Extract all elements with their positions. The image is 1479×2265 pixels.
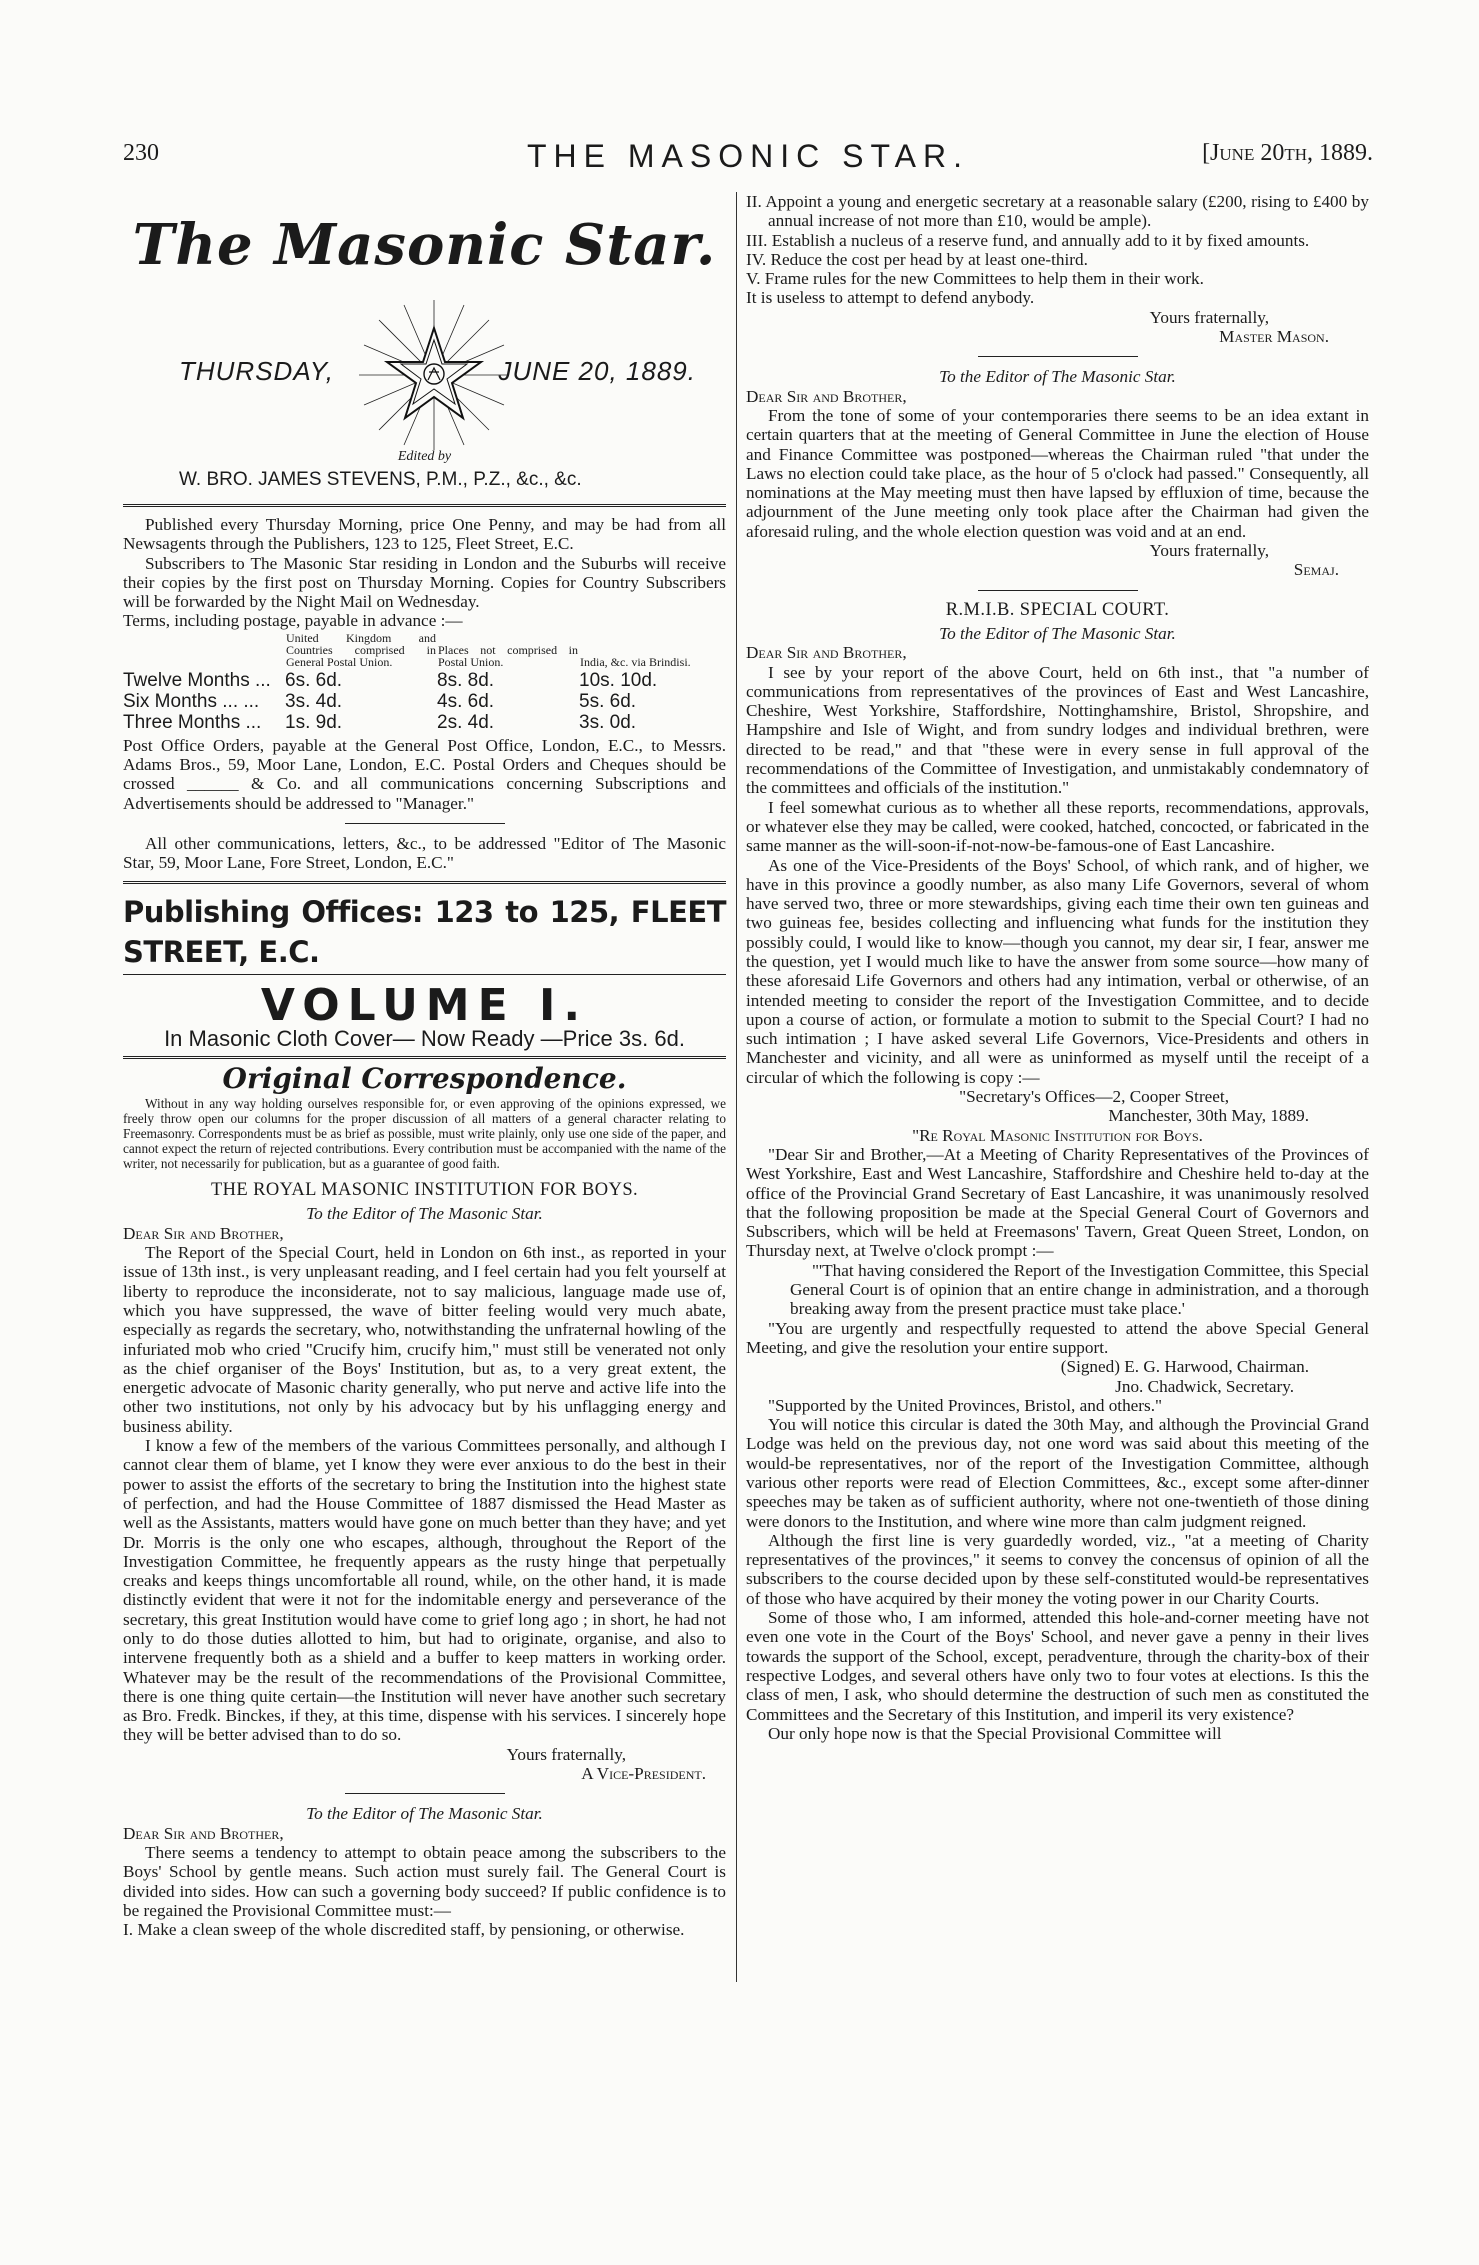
volume-price: In Masonic Cloth Cover— Now Ready —Price 3s. 6d.	[164, 1025, 685, 1051]
letter2-item: II. Appoint a young and energetic secretary at a reasonable salary (£200, rising to £400 by annual increase of not more than £10, would be ample).	[746, 192, 1369, 231]
letter1-title: THE ROYAL MASONIC INSTITUTION FOR BOYS.	[210, 1180, 639, 1201]
letter4-paragraph: You will notice this circular is dated the 30th May, and although the Provincial Grand Lodge was held on the previous day, not one word was said about this meeting of the would-be representatives, nor of the report of the Investigation Committee, although various other reports were read of Election Committees, &c., except some after-dinner speeches may be taken as of sufficient authority, where not one-twentieth of those dining were donors to the Institution, and where wine more than calm judgment reigned.	[746, 1415, 1369, 1531]
table-row: Twelve Months ... 6s. 6d. 8s. 8d. 10s. 10d.	[123, 669, 658, 691]
letter2-to: To the Editor of The Masonic Star.	[306, 1804, 543, 1824]
letter4-to: To the Editor of The Masonic Star.	[939, 623, 1176, 643]
right-column	[746, 192, 1369, 1743]
terms-intro: Terms, including postage, payable in advance :—	[123, 611, 463, 631]
circular-address: "Secretary's Offices—2, Cooper Street,	[959, 1087, 1229, 1107]
letter4-paragraph: I see by your report of the above Court, held on 6th inst., that "a number of communications from representatives of the provinces of East and West Lancashire, Cheshire, West Yorkshire, Staffordshire, Nottinghamshire, Bristol, Shropshire, and Hampshire and Isle of Wight, and from sundry lodges and individual brethren, were directed to be read," and that "these were in every sense in full approval of the recommendations of the Committee of Investigation, and unmistakably condemnatory of the committees and officials of the institution."	[746, 662, 1369, 798]
letter2-salutation: Dear Sir and Brother,	[123, 1823, 284, 1843]
letter1-signature: A Vice-President.	[581, 1764, 706, 1784]
page-number: 230	[123, 140, 159, 166]
letter2-item: III. Establish a nucleus of a reserve fund, and annually add to it by fixed amounts.	[746, 230, 1310, 250]
letter2-item: IV. Reduce the cost per head by at least one-third.	[746, 249, 1088, 269]
terms-header-uk: United Kingdom and Countries comprised in General Postal Union.	[286, 630, 436, 669]
edited-by-label: Edited by	[397, 449, 452, 464]
notice-published: Published every Thursday Morning, price One Penny, and may be had from all Newsagents through the Publishers, 123 to 125, Fleet Street, E.C.	[123, 515, 726, 554]
running-head	[123, 140, 1373, 180]
letter2-item: V. Frame rules for the new Committees to help them in their work.	[746, 269, 1204, 289]
circular-supported: "Supported by the United Provinces, Bristol, and others."	[768, 1395, 1163, 1415]
letter2-paragraph: There seems a tendency to attempt to obtain peace among the subscribers to the Boys' School by gentle means. Such action must surely fail. The General Court is divided into sides. How can such a governing body succeed? If public confidence is to be regained the Provisional Committee must:—	[123, 1842, 726, 1920]
letter4-title: R.M.I.B. SPECIAL COURT.	[945, 599, 1170, 620]
publishing-rule	[123, 974, 726, 975]
running-title: THE MASONIC STAR.	[527, 138, 969, 174]
letter4-paragraph: Our only hope now is that the Special Provisional Committee will	[768, 1723, 1222, 1743]
letter3-paragraph: From the tone of some of your contemporaries there seems to be an idea extant in certain quarters that at the meeting of General Committee in June the election of House and Finance Committee was postponed—whereas the Chairman ruled "that under the Laws no election could take place, as the hour of 5 o'clock had passed." Consequently, all nominations at the May meeting must then have lapsed by effluxion of time, because the adjournment of the June meeting only took place after the Chairman had given the aforesaid ruling, and the whole election question was void and at an end.	[746, 405, 1369, 541]
circular-re: "Re Royal Masonic Institution for Boys.	[912, 1125, 1203, 1145]
letter2-item: I. Make a clean sweep of the whole discredited staff, by pensioning, or otherwise.	[123, 1920, 685, 1940]
letter2-signature: Master Mason.	[1219, 327, 1329, 347]
circular-signed: Jno. Chadwick, Secretary.	[1115, 1376, 1294, 1396]
letter2-closing: Yours fraternally,	[1149, 307, 1269, 327]
letter4-paragraph: I feel somewhat curious as to whether all these reports, recommendations, approvals, or whatever else they may be called, were cooked, hatched, concocted, or fabricated in the same manner as the will-soon-if-not-now-be-famous-one of East Lancashire.	[746, 797, 1369, 856]
correspondence-disclaimer: Without in any way holding ourselves responsible for, or even approving of the opinions expressed, we freely throw open our columns for the proper discussion of all matters of a general character relating to Freemasonry. Correspondents must be as brief as possible, must write plainly, only use one side of the paper, and cannot expect the return of rejected contributions. Every contribution must be accompanied with the name of the writer, not necessarily for publication, but as a guarantee of good faith.	[123, 1096, 726, 1172]
publishing-offices: Publishing Offices: 123 to 125, FLEET STREET, E.C.	[123, 894, 726, 969]
letter2-paragraph: It is useless to attempt to defend anybody.	[746, 288, 1035, 308]
letter3-signature: Semaj.	[1293, 560, 1339, 580]
letter1-paragraph: I know a few of the members of the various Committees personally, and although I cannot clear them of blame, yet I know they were ever anxious to do the best in their power to assist the efforts of the secretary to bring the Institution into the highest state of perfection, and had the House Committee of 1887 dismissed the Head Master as well as the Assistants, matters would have gone on much better than they have; and yet Dr. Morris is the only one who escapes, although, throughout the Report of the Investigation Committee, he frequently appears as the rusty hinge that perpetually creaks and keeps things uncomfortable all round, while, on the other hand, it is made distinctly evident that were it not for the indomitable energy and perseverance of the secretary, this great Institution would have come to grief long ago ; in short, he had not only to do those duties allotted to him, but had to originate, organise, and also to intervene frequently both as a shield and a buffer to keep matters in working order. Whatever may be the result of the recommendations of the Provisional Committee, there is one thing quite certain—the Institution will never have another such secretary as Bro. Fredk. Binckes, if they, at this time, dispense with his services. I sincerely hope they will be better advised than to do so.	[123, 1436, 726, 1745]
circular-signed: (Signed) E. G. Harwood, Chairman.	[1060, 1357, 1309, 1377]
notice-other-comms: All other communications, letters, &c., to be addressed "Editor of The Masonic Star, 59, Moor Lane, Fore Street, London, E.C."	[123, 833, 726, 873]
editor-name: W. BRO. JAMES STEVENS, P.M., P.Z., &c., &c.	[179, 469, 582, 490]
letter-separator	[345, 1793, 505, 1794]
letter3-salutation: Dear Sir and Brother,	[746, 386, 907, 406]
circular-address: Manchester, 30th May, 1889.	[1108, 1106, 1309, 1126]
masthead-day: THURSDAY,	[179, 356, 334, 386]
letter4-paragraph: Some of those who, I am informed, attended this hole-and-corner meeting have not even one vote in the Court of the Boys' School, and never gave a penny in their lives towards the support of the School, except, peradventure, through the charity-box of their respective Lodges, and several others have only two to four votes at elections. Is this the class of men, I ask, who should determine the destruction of such men as constituted the Committees and the Secretary of this Institution, and imperil its very existence?	[746, 1608, 1369, 1724]
running-date: [June 20th, 1889.	[1202, 140, 1373, 166]
notice-end-rule	[123, 881, 726, 884]
volume-rule	[123, 1056, 726, 1059]
masthead-date: JUNE 20, 1889.	[498, 356, 696, 386]
correspondence-heading: Original Correspondence.	[222, 1061, 627, 1095]
volume-title: VOLUME I.	[260, 979, 589, 1031]
letter-separator	[978, 590, 1138, 591]
letter1-to: To the Editor of The Masonic Star.	[306, 1204, 543, 1224]
terms-header-india: India, &c. via Brindisi.	[580, 654, 691, 669]
letter4-salutation: Dear Sir and Brother,	[746, 643, 907, 663]
letter4-paragraph: As one of the Vice-Presidents of the Boys' School, of which rank, and of higher, we have in this province a goodly number, as also many Life Governors, several of whom have served two, three or more stewardships, giving each time their own ten guineas and two guineas fee, besides collecting and influencing what funds for the institution they possibly could, I would like to know—though you cannot, my dear sir, I fear, answer me the question, yet I would much like to have the answer from some source—how many of these aforesaid Life Governors and others had any intimation, verbal or otherwise, of an intended meeting to consider the report of the Investigation Committee, and to decide upon a course of action, or formulate a motion to submit to the Special Court? I had no such intimation ; I have asked several Life Governors, Vice-Presidents and others in Manchester and vicinity, and all were as uninformed as myself until the receipt of a circular of which the following is copy :—	[746, 855, 1369, 1087]
notice-subscribers: Subscribers to The Masonic Star residing in London and the Suburbs will receive their copies by the first post on Thursday Morning. Copies for Country Subscribers will be forwarded by the Night Mail on Wednesday.	[123, 553, 726, 612]
table-row: Three Months ... 1s. 9d. 2s. 4d. 3s. 0d.	[123, 711, 637, 733]
table-row: Six Months ... ... 3s. 4d. 4s. 6d. 5s. 6d.	[123, 690, 637, 712]
letter3-closing: Yours fraternally,	[1149, 541, 1269, 561]
circular-urge: "You are urgently and respectfully requested to attend the above Special General Meeting, and give the resolution your entire support.	[746, 1318, 1369, 1357]
masthead	[123, 192, 726, 490]
terms-header-other: Places not comprised in Postal Union.	[438, 642, 578, 669]
letter-separator	[978, 356, 1138, 357]
left-column	[123, 192, 726, 1939]
letter4-paragraph: Although the first line is very guardedly worded, viz., "at a meeting of Charity representatives of the provinces," it seems to convey the concensus of opinion of all the subscribers to the course decided upon by these self-constituted would-be representatives of those who have acquired by their money the voting power in our Charity Courts.	[746, 1530, 1369, 1608]
masthead-rule	[123, 504, 726, 507]
letter1-closing: Yours fraternally,	[506, 1744, 626, 1764]
circular-body: "Dear Sir and Brother,—At a Meeting of Charity Representatives of the Provinces of West Yorkshire, East and West Lancashire, Staffordshire and Cheshire held to-day at the office of the Provincial Grand Secretary of East Lancashire, it was unanimously resolved that the following proposition be made at the Special General Court of Governors and Subscribers, which will be held at Freemasons' Tavern, Great Queen Street, London, on Thursday next, at Twelve o'clock prompt :—	[746, 1144, 1369, 1261]
subscription-terms-table	[123, 631, 726, 733]
masonic-star-emblem-icon	[359, 300, 509, 450]
letter1-paragraph: The Report of the Special Court, held in London on 6th inst., as reported in your issue of 13th inst., is very unpleasant reading, and I feel certain had you felt yourself at liberty to reproduce the inconsiderate, not to say malicious, language made use of, which you have suppressed, the wave of bitter feeling would very much abate, especially as regards the secretary, who, notwithstanding the unfraternal howling of the infuriated mob who cried "Crucify him, crucify him," must still be venerated not only as the chief organiser of the Boys' Institution, but as, to a very great extent, the energetic advocate of Masonic charity generally, who put nerve and active life into the other two institutions, not only by his advocacy but by his unflagging energy and business ability.	[123, 1243, 726, 1436]
letter3-to: To the Editor of The Masonic Star.	[939, 367, 1176, 387]
notice-post-orders: Post Office Orders, payable at the General Post Office, London, E.C., to Messrs. Adams Bros., 59, Moor Lane, London, E.C. Postal Orders and Cheques should be crossed ______ & Co. and all communications concerning Subscriptions and Advertisements should be addressed to "Manager."	[123, 735, 726, 813]
letter1-salutation: Dear Sir and Brother,	[123, 1223, 284, 1243]
masthead-title: The Masonic Star.	[132, 212, 717, 278]
circular-quote: "'That having considered the Report of the Investigation Committee, this Special General Court is of opinion that an entire change in administration, and a thorough breaking away from the present practice must take place.'	[790, 1260, 1369, 1319]
column-divider	[736, 192, 737, 1982]
notice-rule	[345, 823, 505, 824]
